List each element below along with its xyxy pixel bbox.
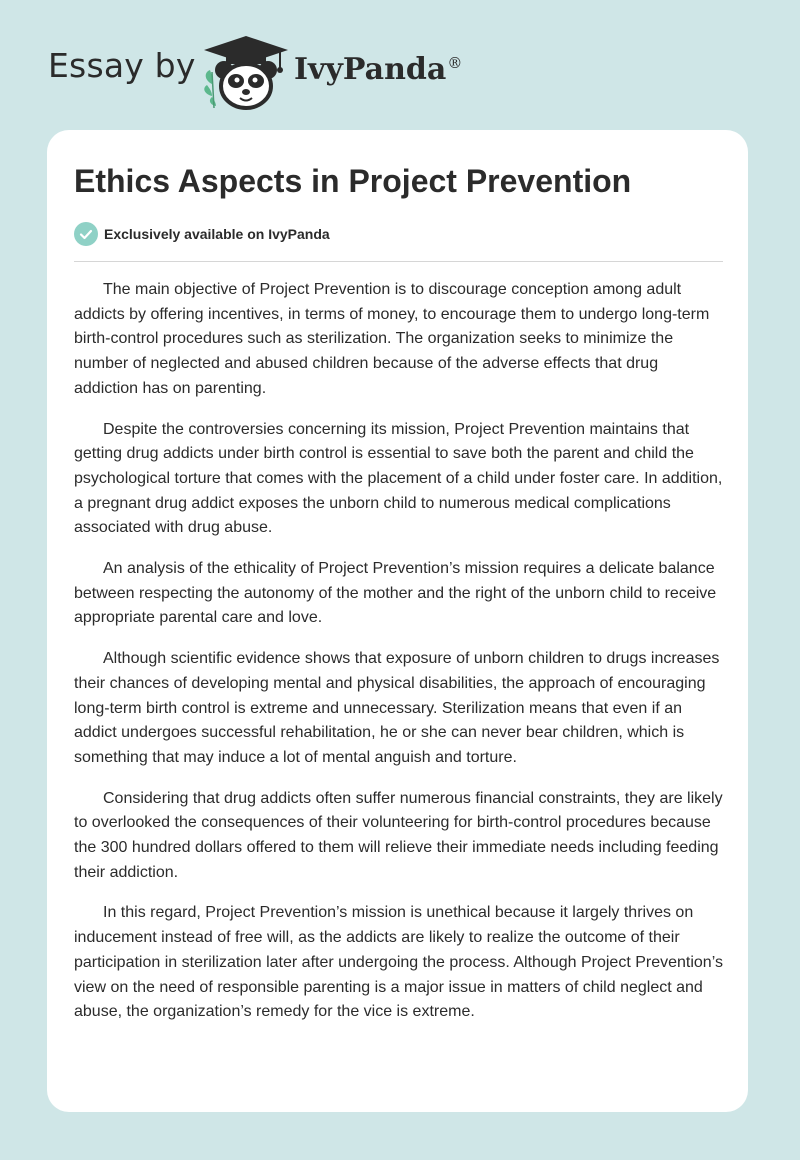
essay-card bbox=[47, 130, 748, 1112]
essay-body bbox=[74, 278, 723, 1041]
exclusive-badge bbox=[74, 222, 330, 246]
essay-paragraph: The main objective of Project Prevention is to discourage conception among adult addicts by offering incentives, in terms of money, to encourage them to undergo long-term birth-control procedures such as sterilization. The organization seeks to minimize the number of neglected and abused children because of the adverse effects that drug addiction has on parenting. bbox=[74, 281, 710, 397]
essay-by-label: Essay by bbox=[48, 46, 196, 85]
check-circle-icon bbox=[74, 222, 98, 246]
brand-name: IvyPanda® bbox=[294, 52, 463, 87]
essay-paragraph: In this regard, Project Prevention’s mission is unethical because it largely thrives on inducement instead of free will, as the addicts are likely to realize the outcome of their participation in sterilization later after undergoing the process. Although Project Prevention’s view on the need of responsible parenting is a major issue in matters of child neglect and abuse, the organization’s remedy for the vice is extreme. bbox=[74, 904, 723, 1021]
exclusive-badge-label: Exclusively available on IvyPanda bbox=[104, 226, 330, 242]
essay-paragraph: Despite the controversies concerning its mission, Project Prevention maintains that getting drug addicts under birth control is essential to save both the parent and child the psychological torture that comes with the placement of a child under foster care. In addition, a pregnant drug addict exposes the unborn child to numerous medical complications associated with drug abuse. bbox=[74, 420, 723, 537]
registered-mark: ® bbox=[447, 54, 463, 72]
essay-paragraph: Although scientific evidence shows that exposure of unborn children to drugs increases their chances of developing mental and physical disabilities, the approach of encouraging long-term birth control is extreme and unnecessary. Sterilization means that even if an addict undergoes successful rehabilitation, he or she can never bear children, which is something that may induce a lot of mental anguish and torture. bbox=[74, 650, 720, 766]
site-header bbox=[0, 0, 800, 130]
divider bbox=[74, 261, 723, 262]
essay-paragraph: Considering that drug addicts often suffer numerous financial constraints, they are likely to overlooked the consequences of their volunteering for birth-control procedures because the 300 hundred dollars offered to them will relieve their immediate needs including feeding their addiction. bbox=[74, 789, 723, 881]
panda-graduate-icon bbox=[200, 34, 292, 110]
essay-paragraph: An analysis of the ethicality of Project Prevention’s mission requires a delicate balance between respecting the autonomy of the mother and the right of the unborn child to receive appropriate parental care and love. bbox=[74, 560, 717, 627]
essay-title: Ethics Aspects in Project Prevention bbox=[74, 163, 632, 199]
